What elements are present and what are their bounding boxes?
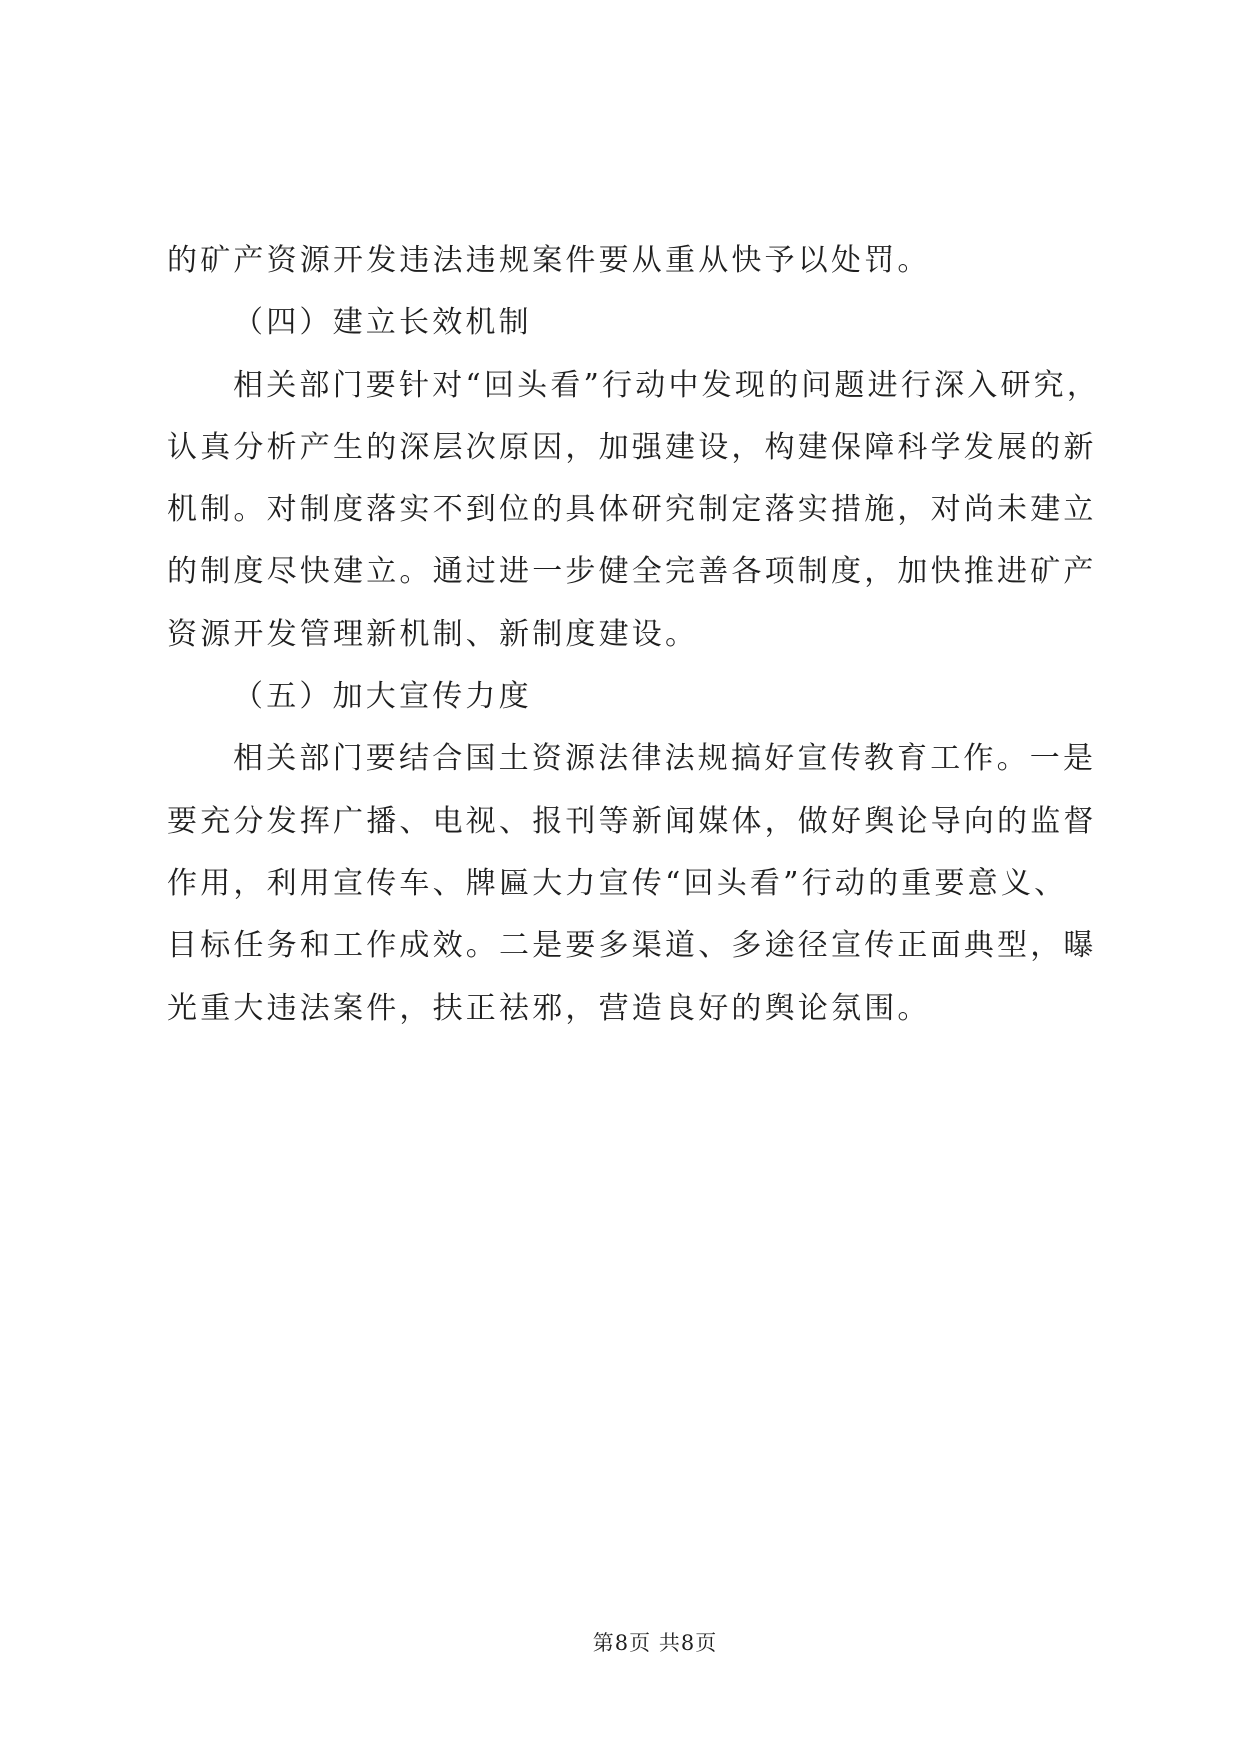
body-text-line: 目标任务和工作成效。二是要多渠道、多途径宣传正面典型，曝 — [167, 928, 1097, 964]
section-heading: （五）加大宣传力度 — [233, 679, 532, 715]
body-text-line: 要充分发挥广播、电视、报刊等新闻媒体，做好舆论导向的监督 — [167, 803, 1097, 839]
body-text-line: 的矿产资源开发违法违规案件要从重从快予以处罚。 — [167, 243, 931, 278]
body-text-line: 机制。对制度落实不到位的具体研究制定落实措施，对尚未建立 — [167, 492, 1097, 528]
body-text-line: 作用，利用宣传车、牌匾大力宣传“回头看”行动的重要意义、 — [167, 865, 1068, 901]
page-number-footer: 第8页 共8页 — [592, 1631, 718, 1655]
body-text-line: 资源开发管理新机制、新制度建设。 — [167, 616, 699, 652]
section-heading: （四）建立长效机制 — [233, 305, 532, 341]
body-text-line: 相关部门要结合国土资源法律法规搞好宣传教育工作。一是 — [233, 741, 1097, 777]
body-text-line: 认真分析产生的深层次原因，加强建设，构建保障科学发展的新 — [167, 429, 1097, 465]
body-text-line: 的制度尽快建立。通过进一步健全完善各项制度，加快推进矿产 — [167, 554, 1097, 590]
document-body — [167, 230, 1102, 1040]
body-text-line: 光重大违法案件，扶正祛邪，营造良好的舆论氛围。 — [167, 990, 931, 1026]
body-text-line: 相关部门要针对“回头看”行动中发现的问题进行深入研究， — [233, 367, 1101, 403]
